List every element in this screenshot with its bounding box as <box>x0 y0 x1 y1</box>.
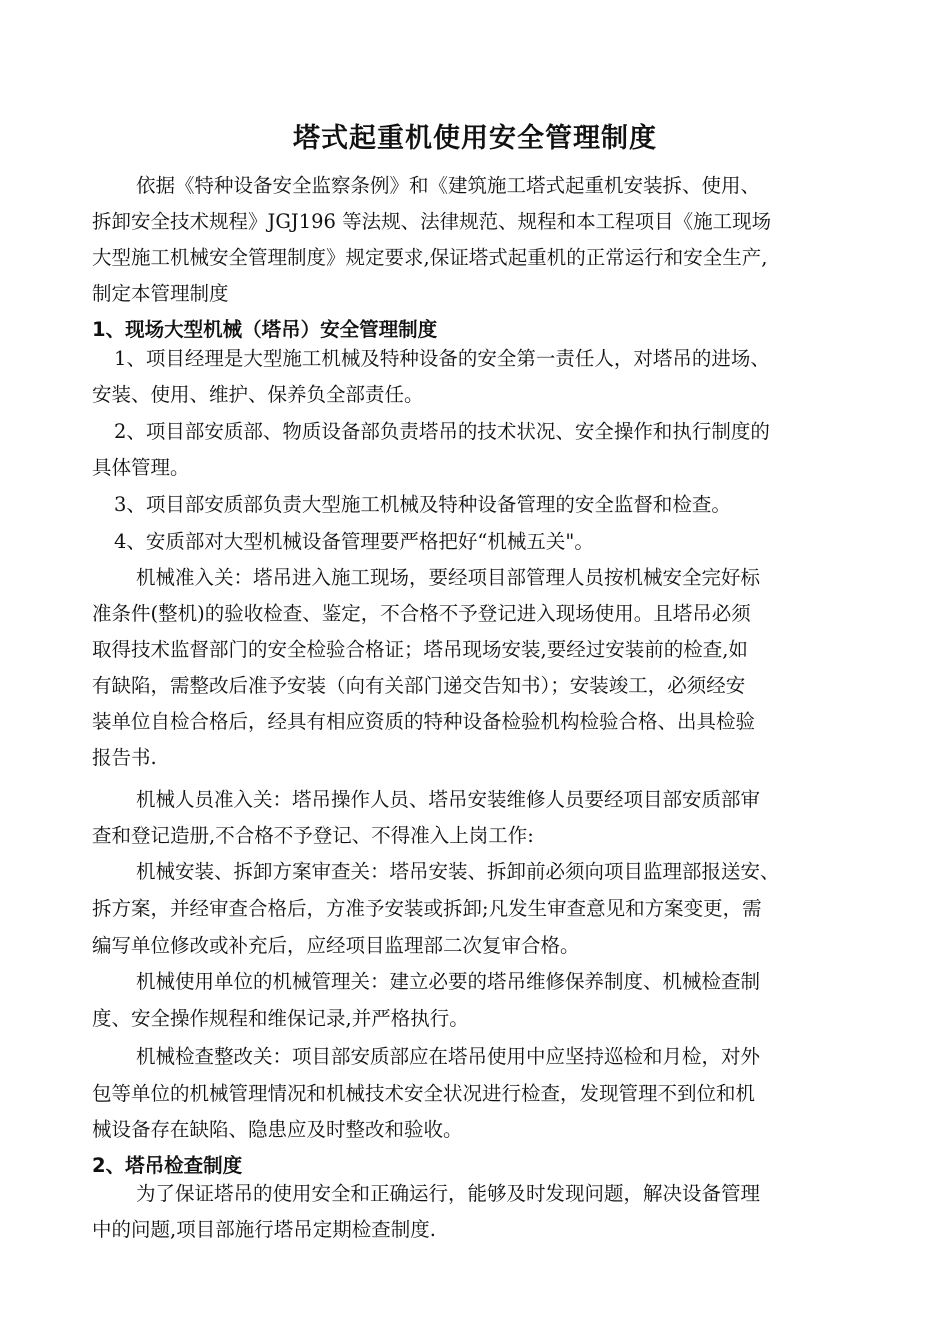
rule-4-line: 4、安质部对大型机械设备管理要严格把好“机械五关"。 <box>114 530 594 553</box>
access-gate-line-3: 取得技术监督部门的安全检验合格证；塔吊现场安装,要经过安装前的检查,如 <box>92 638 748 661</box>
intro-line-3: 大型施工机械安全管理制度》规定要求,保证塔式起重机的正常运行和安全生产, <box>92 246 768 269</box>
personnel-gate-line-2: 查和登记造册,不合格不予登记、不得准入上岗工作: <box>92 824 534 847</box>
plan-review-gate-line-2: 拆方案，并经审查合格后，方准予安装或拆卸;凡发生审查意见和方案变更，需 <box>92 897 762 920</box>
intro-line-2: 拆卸安全技术规程》JGJ196 等法规、法律规范、规程和本工程项目《施工现场 <box>92 210 772 233</box>
access-gate-line-5: 装单位自检合格后，经具有相应资质的特种设备检验机构检验合格、出具检验 <box>92 710 756 733</box>
access-gate-line-4: 有缺陷，需整改后准予安装（向有关部门递交告知书）；安装竣工，必须经安 <box>92 674 746 697</box>
rule-1-line-2: 安装、使用、维护、保养负全部责任。 <box>92 383 424 406</box>
section-heading-1: 1、现场大型机械（塔吊）安全管理制度 <box>92 318 438 341</box>
access-gate-line-2: 准条件(整机)的验收检查、鉴定，不合格不予登记进入现场使用。且塔吊必须 <box>92 602 751 625</box>
rule-1-line-1: 1、项目经理是大型施工机械及特种设备的安全第一责任人，对塔吊的进场、 <box>114 347 770 370</box>
plan-review-gate-line-1: 机械安装、拆卸方案审查关：塔吊安装、拆卸前必须向项目监理部报送安、 <box>136 860 780 883</box>
access-gate-line-1: 机械准入关：塔吊进入施工现场，要经项目部管理人员按机械安全完好标 <box>136 566 761 589</box>
rule-2-line-1: 2、项目部安质部、物质设备部负责塔吊的技术状况、安全操作和执行制度的 <box>114 420 770 443</box>
intro-line-4: 制定本管理制度 <box>92 282 229 305</box>
inspection-gate-line-3: 械设备存在缺陷、隐患应及时整改和验收。 <box>92 1118 463 1141</box>
usage-gate-line-2: 度、安全操作规程和维保记录,并严格执行。 <box>92 1007 469 1030</box>
rule-3-line: 3、项目部安质部负责大型施工机械及特种设备管理的安全监督和检查。 <box>114 493 731 516</box>
plan-review-gate-line-3: 编写单位修改或补充后，应经项目监理部二次复审合格。 <box>92 934 580 957</box>
rule-2-line-2: 具体管理。 <box>92 456 190 479</box>
inspection-policy-line-1: 为了保证塔吊的使用安全和正确运行，能够及时发现问题，解决设备管理 <box>136 1182 761 1205</box>
access-gate-line-6: 报告书. <box>92 746 157 769</box>
section-heading-2: 2、塔吊检查制度 <box>92 1154 243 1177</box>
usage-gate-line-1: 机械使用单位的机械管理关：建立必要的塔吊维修保养制度、机械检查制 <box>136 970 761 993</box>
inspection-policy-line-2: 中的问题,项目部施行塔吊定期检查制度. <box>92 1218 436 1241</box>
intro-line-1: 依据《特种设备安全监察条例》和《建筑施工塔式起重机安装拆、使用、 <box>136 174 761 197</box>
inspection-gate-line-1: 机械检查整改关：项目部安质部应在塔吊使用中应坚持巡检和月检，对外 <box>136 1045 761 1068</box>
personnel-gate-line-1: 机械人员准入关：塔吊操作人员、塔吊安装维修人员要经项目部安质部审 <box>136 788 761 811</box>
inspection-gate-line-2: 包等单位的机械管理情况和机械技术安全状况进行检查，发现管理不到位和机 <box>92 1082 756 1105</box>
document-title: 塔式起重机使用安全管理制度 <box>293 123 657 154</box>
